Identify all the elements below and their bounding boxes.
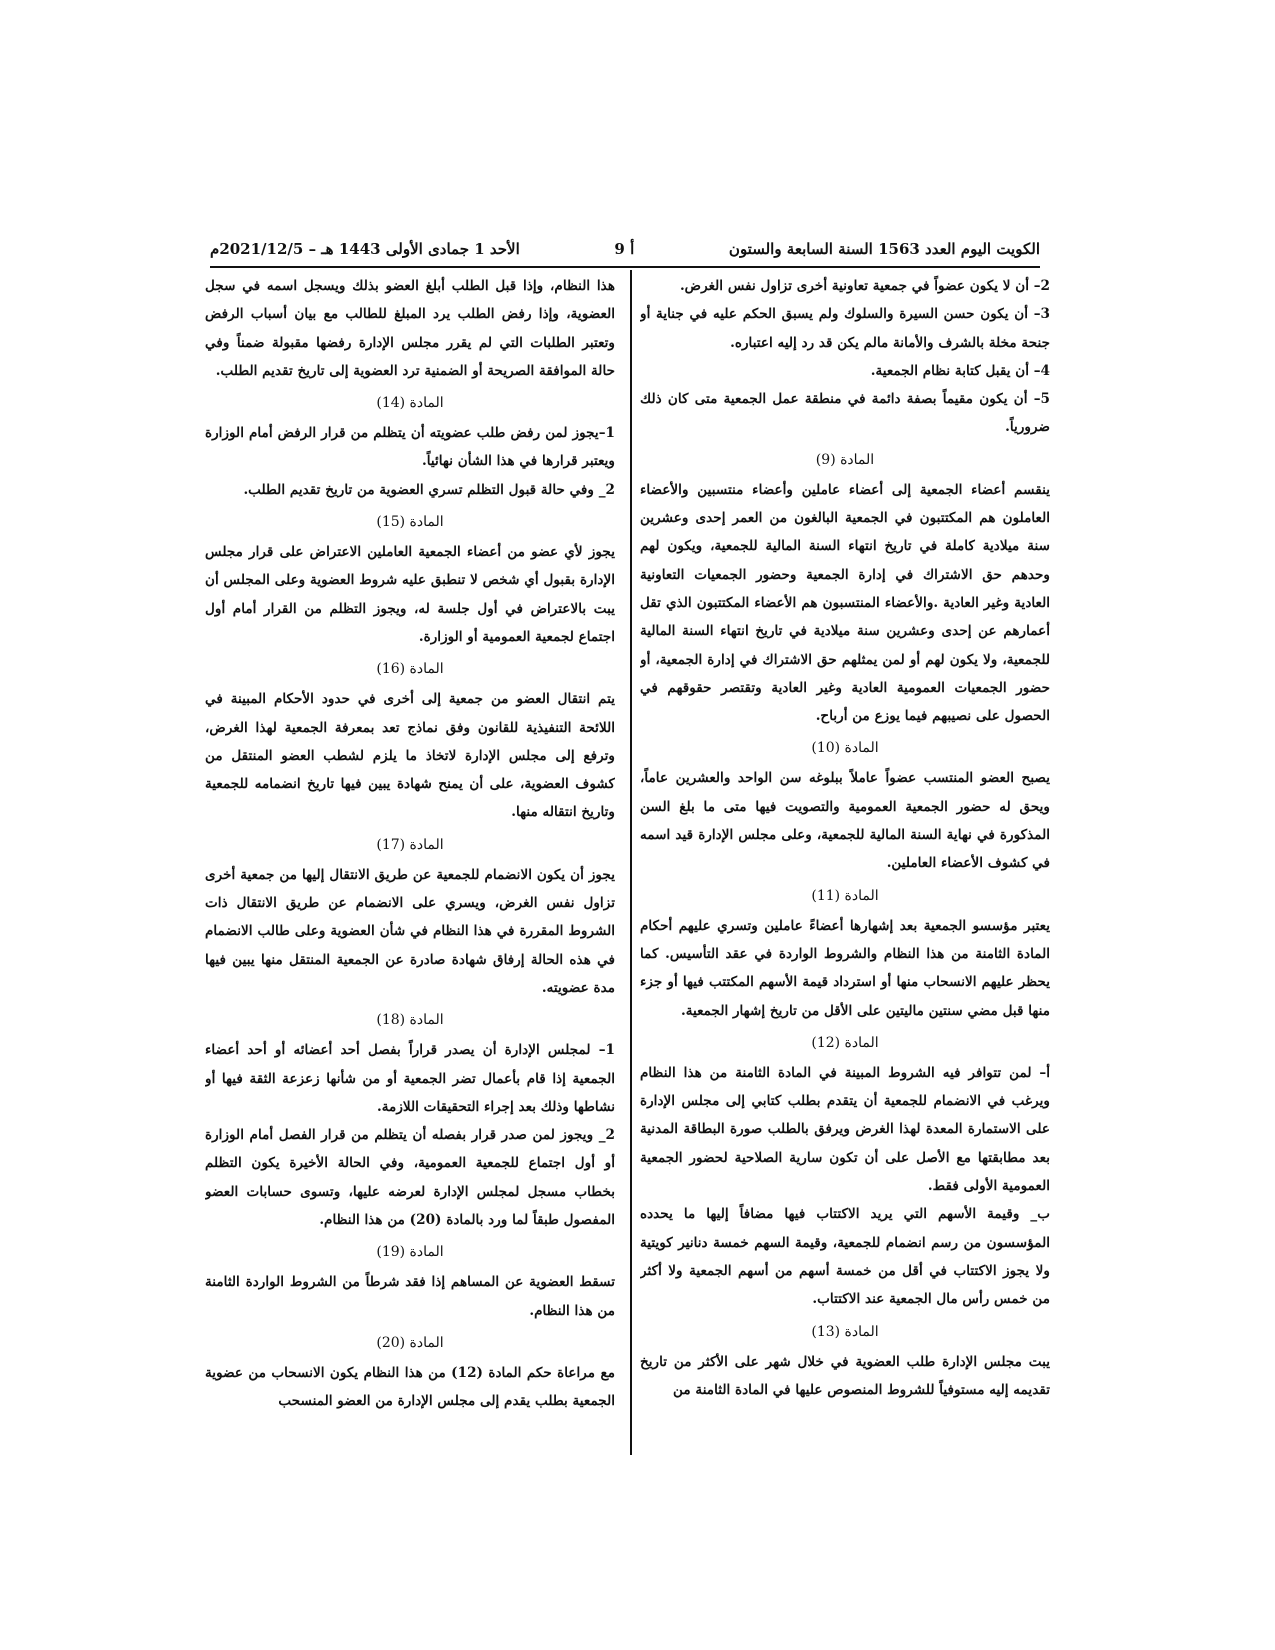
article-12-text-b: ب_ وقيمة الأسهم التي يريد الاكتتاب فيها مضافاً إليها ما يحدده المؤسسون من رسم انضمام للجمعية، وقيمة السهم خمسة دنانير كويتية ولا يجوز الاكتتاب في أقل من خمسة أسهم من أسهم الجمعية ولا أكثر من خمس رأس مال الجمعية عند الاكتتاب.: [640, 1206, 1050, 1308]
article-11-heading: المادة (11): [811, 887, 879, 904]
condition-2: 2– أن لا يكون عضواً في جمعية تعاونية أخرى تزاول نفس الغرض.: [679, 278, 1050, 294]
article-16-text: يتم انتقال العضو من جمعية إلى أخرى في حدود الأحكام المبينة في اللائحة التنفيذية للقانون وفق نماذج تعد بمعرفة الجمعية لهذا الغرض، وترفع إلى مجلس الإدارة لاتخاذ ما يلزم لشطب العضو المنتقل من كشوف العضوية، على أن يمنح شهادة يبين فيها تاريخ انضمامه للجمعية وتاريخ انتقاله منها.: [205, 691, 615, 821]
left-column: [205, 272, 615, 1452]
article-17-heading: المادة (17): [376, 836, 444, 853]
page-header: [210, 232, 1040, 268]
header-issue: الكويت اليوم العدد 1563 السنة السابعة والستون: [728, 240, 1040, 258]
header-date: الأحد 1 جمادى الأولى 1443 هـ – 2021/12/5م: [210, 240, 520, 258]
article-14-item-2: 2_ وفي حالة قبول التظلم تسري العضوية من تاريخ تقديم الطلب.: [243, 481, 615, 498]
article-10-heading: المادة (10): [811, 740, 879, 757]
article-13-text: يبت مجلس الإدارة طلب العضوية في خلال شهر على الأكثر من تاريخ تقديمه إليه مستوفياً للشروط المنصوص عليها في المادة الثامنة من: [640, 1353, 1050, 1398]
article-13-continuation: هذا النظام، وإذا قبل الطلب أبلغ العضو بذلك ويسجل اسمه في سجل العضوية، وإذا رفض الطلب يرد المبلغ للطالب مع بيان أسباب الرفض وتعتبر الطلبات التي لم يقرر مجلس الإدارة رفضها مقبولة ضمناً وفي حالة الموافقة الصريحة أو الضمنية ترد العضوية إلى تاريخ تقديم الطلب.: [205, 278, 615, 379]
article-17-text: يجوز أن يكون الانضمام للجمعية عن طريق الانتقال إليها من جمعية أخرى تزاول نفس الغرض، ويسري على الانضمام عن طريق الانتقال ذات الشروط المقررة في هذا النظام في شأن العضوية وعلى طالب الانضمام في هذه الحالة إرفاق شهادة صادرة عن الجمعية المنتقل منها يبين فيها مدة عضويته.: [205, 866, 615, 996]
header-page-number: أ 9: [614, 240, 635, 258]
article-18-heading: المادة (18): [376, 1012, 444, 1029]
article-18-item-1: 1– لمجلس الإدارة أن يصدر قراراً بفصل أحد أعضائه أو أحد أعضاء الجمعية إذا قام بأعمال تضر الجمعية أو من شأنها زعزعة الثقة فيها أو نشاطها وذلك بعد إجراء التحقيقات اللازمة.: [205, 1042, 615, 1115]
article-14-heading: المادة (14): [376, 395, 444, 412]
article-15-heading: المادة (15): [376, 514, 444, 531]
article-19-heading: المادة (19): [376, 1244, 444, 1261]
article-11-text: يعتبر مؤسسو الجمعية بعد إشهارها أعضاءً عاملين وتسري عليهم أحكام المادة الثامنة من هذا النظام والشروط الواردة في عقد التأسيس. كما يحظر عليهم الانسحاب منها أو استرداد قيمة الأسهم المكتتب فيها أو جزء منها قبل مضي سنتين ماليتين على الأقل من تاريخ إشهار الجمعية.: [640, 917, 1050, 1019]
article-12-text-a: أ– لمن تتوافر فيه الشروط المبينة في المادة الثامنة من هذا النظام ويرغب في الانضمام للجمعية أن يتقدم بطلب كتابي إلى مجلس الإدارة على الاستمارة المعدة لهذا الغرض ويرفق بالطلب صورة البطاقة المدنية بعد مطابقتها مع الأصل على أن تكون سارية الصلاحية لحضور الجمعية العمومية الأولى فقط.: [640, 1064, 1050, 1195]
article-19-text: تسقط العضوية عن المساهم إذا فقد شرطاً من الشروط الواردة الثامنة من هذا النظام.: [205, 1274, 615, 1319]
article-16-heading: المادة (16): [376, 661, 444, 678]
article-20-heading: المادة (20): [376, 1334, 444, 1351]
condition-5: 5– أن يكون مقيماً بصفة دائمة في منطقة عمل الجمعية متى كان ذلك ضرورياً.: [640, 391, 1050, 436]
article-13-heading: المادة (13): [811, 1323, 879, 1340]
article-18-item-2: 2_ ويجوز لمن صدر قرار بفصله أن يتظلم من قرار الفصل أمام الوزارة أو أول اجتماع للجمعية العمومية، وفي الحالة الأخيرة يكون التظلم بخطاب مسجل لمجلس الإدارة لعرضه عليها، وتسوى حسابات العضو المفصول طبقاً لما ورد بالمادة (20) من هذا النظام.: [205, 1127, 615, 1229]
condition-4: 4– أن يقبل كتابة نظام الجمعية.: [870, 362, 1050, 379]
article-9-heading: المادة (9): [815, 451, 875, 468]
article-15-text: يجوز لأي عضو من أعضاء الجمعية العاملين الاعتراض على قرار مجلس الإدارة بقبول أي شخص لا تنطبق عليه شروط العضوية وعلى المجلس أن يبت بالاعتراض في أول جلسة له، ويجوز التظلم من القرار أمام أول اجتماع لجمعية العمومية أو الوزارة.: [205, 544, 615, 645]
right-column: [640, 272, 1050, 1452]
article-14-item-1: 1–يجوز لمن رفض طلب عضويته أن يتظلم من قرار الرفض أمام الوزارة ويعتبر قرارها في هذا الشأن نهائياً.: [205, 425, 615, 470]
article-20-text: مع مراعاة حكم المادة (12) من هذا النظام يكون الانسحاب من عضوية الجمعية بطلب يقدم إلى مجلس الإدارة من العضو المنسحب: [205, 1364, 615, 1410]
condition-3: 3– أن يكون حسن السيرة والسلوك ولم يسبق الحكم عليه في جناية أو جنحة مخلة بالشرف والأمانة مالم يكن قد رد إليه اعتباره.: [640, 306, 1050, 351]
article-10-text: يصبح العضو المنتسب عضواً عاملاً ببلوغه سن الواحد والعشرين عاماً، ويحق له حضور الجمعية العمومية والتصويت فيها متى ما بلغ السن المذكورة في نهاية السنة المالية للجمعية، وعلى مجلس الإدارة قيد اسمه في كشوف الأعضاء العاملين.: [640, 770, 1050, 872]
article-12-heading: المادة (12): [811, 1034, 879, 1051]
column-divider: [630, 270, 632, 1455]
article-9-text: ينقسم أعضاء الجمعية إلى أعضاء عاملين وأعضاء منتسبين والأعضاء العاملون هم المكتتبون في الجمعية البالغون من العمر إحدى وعشرين سنة ميلادية كاملة في تاريخ انتهاء السنة المالية للجمعية، ويكون لهم وحدهم حق الاشتراك في إدارة الجمعية وحضور الجمعيات التعاونية العادية وغير العادية .والأعضاء المنتسبون هم الأعضاء المكتتبون الذي تقل أعمارهم عن إحدى وعشرين سنة ميلادية في تاريخ انتهاء السنة المالية للجمعية، ولا يكون لهم أو لمن يمثلهم حق الاشتراك في إدارة الجمعية، أو حضور الجمعيات العمومية العادية وغير العادية وتقتصر حقوقهم في الحصول على نصيبهم فيما يوزع من أرباح.: [640, 481, 1050, 725]
